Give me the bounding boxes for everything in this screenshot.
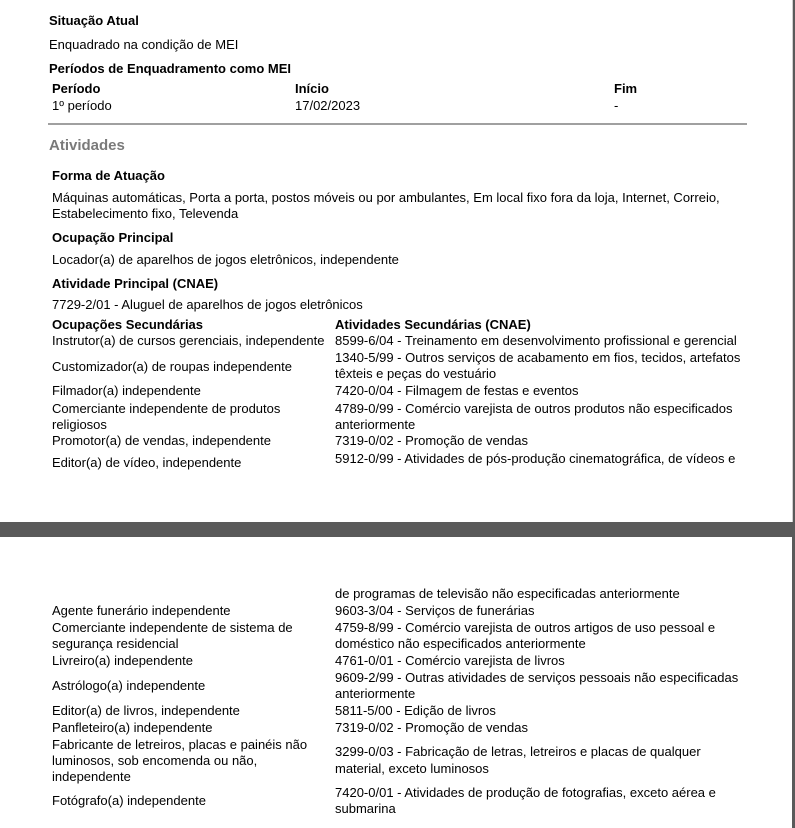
atividade-principal-value: 7729-2/01 - Aluguel de aparelhos de jogos eletrônicos <box>52 297 363 312</box>
atividade-secundaria: 7420-0/04 - Filmagem de festas e eventos <box>335 383 579 398</box>
atividade-secundaria: 9609-2/99 - Outras atividades de serviços pessoais não especificadas <box>335 670 739 685</box>
atividade-secundaria: 5912-0/99 - Atividades de pós-produção cinematográfica, de vídeos e <box>335 451 736 466</box>
inicio-cell: 17/02/2023 <box>295 98 361 113</box>
fim-column-header: Fim <box>614 81 638 96</box>
atividade-secundaria: 3299-0/03 - Fabricação de letras, letreiros e placas de qualquer <box>335 744 701 759</box>
atividade-secundaria: 4761-0/01 - Comércio varejista de livros <box>335 653 565 668</box>
atividade-secundaria-cont: submarina <box>335 801 396 816</box>
atividade-secundaria: 4789-0/99 - Comércio varejista de outros produtos não especificados <box>335 401 733 416</box>
ocupacoes-secundarias-header: Ocupações Secundárias <box>52 317 204 332</box>
document-page-2 <box>0 537 792 828</box>
ocupacao-secundaria: Agente funerário independente <box>52 603 231 618</box>
ocupacao-secundaria: Customizador(a) de roupas independente <box>52 359 292 374</box>
ocupacao-principal-value: Locador(a) de aparelhos de jogos eletrônicos, independente <box>52 252 399 267</box>
ocupacao-secundaria-cont: segurança residencial <box>52 636 179 651</box>
ocupacao-secundaria: Editor(a) de vídeo, independente <box>52 455 242 470</box>
atividade-secundaria: 4759-8/99 - Comércio varejista de outros artigos de uso pessoal e <box>335 620 716 635</box>
ocupacao-secundaria: Fabricante de letreiros, placas e painéis não <box>52 737 308 752</box>
fim-cell: - <box>614 98 619 113</box>
ocupacao-secundaria-cont: luminosos, sob encomenda ou não, <box>52 753 258 768</box>
ocupacao-secundaria: Comerciante independente de sistema de <box>52 620 293 635</box>
atividade-secundaria: 8599-6/04 - Treinamento em desenvolvimento profissional e gerencial <box>335 333 737 348</box>
ocupacao-secundaria: Fotógrafo(a) independente <box>52 793 206 808</box>
atividade-secundaria: 5811-5/00 - Edição de livros <box>335 703 496 718</box>
section-divider <box>48 123 747 125</box>
ocupacao-secundaria: Livreiro(a) independente <box>52 653 193 668</box>
periodo-column-header: Período <box>52 81 101 96</box>
ocupacao-secundaria: Astrólogo(a) independente <box>52 678 206 693</box>
ocupacao-secundaria: Editor(a) de livros, independente <box>52 703 240 718</box>
forma-atuacao-line-1: Máquinas automáticas, Porta a porta, postos móveis ou por ambulantes, Em local fixo fora da loja, Internet, Correio, <box>52 190 720 205</box>
inicio-column-header: Início <box>295 81 329 96</box>
situacao-value: Enquadrado na condição de MEI <box>49 37 239 52</box>
atividade-secundaria-cont: anteriormente <box>335 417 416 432</box>
ocupacao-principal-label: Ocupação Principal <box>52 230 174 245</box>
forma-atuacao-line-2: Estabelecimento fixo, Televenda <box>52 206 239 221</box>
ocupacao-secundaria: Instrutor(a) de cursos gerenciais, independente <box>52 333 325 348</box>
periodo-cell: 1º período <box>52 98 112 113</box>
atividade-secundaria: 7319-0/02 - Promoção de vendas <box>335 433 528 448</box>
atividades-heading: Atividades <box>49 137 125 154</box>
atividade-secundaria-cont: material, exceto luminosos <box>335 761 489 776</box>
atividade-secundaria-cont: anteriormente <box>335 686 416 701</box>
periodos-heading: Períodos de Enquadramento como MEI <box>49 61 291 76</box>
atividades-secundarias-header: Atividades Secundárias (CNAE) <box>335 317 531 332</box>
situacao-heading: Situação Atual <box>49 13 139 28</box>
atividade-secundaria-cont: doméstico não especificados anteriormente <box>335 636 586 651</box>
forma-atuacao-label: Forma de Atuação <box>52 168 165 183</box>
ocupacao-secundaria: Filmador(a) independente <box>52 383 201 398</box>
ocupacao-secundaria-cont: religiosos <box>52 417 107 432</box>
ocupacao-secundaria: Comerciante independente de produtos <box>52 401 281 416</box>
atividade-secundaria: 7420-0/01 - Atividades de produção de fotografias, exceto aérea e <box>335 785 716 800</box>
ocupacao-secundaria: Promotor(a) de vendas, independente <box>52 433 271 448</box>
atividade-secundaria: 9603-3/04 - Serviços de funerárias <box>335 603 535 618</box>
ocupacao-secundaria: Panfleteiro(a) independente <box>52 720 213 735</box>
atividade-secundaria-cont: de programas de televisão não especificadas anteriormente <box>335 586 680 601</box>
atividade-secundaria-cont: têxteis e peças do vestuário <box>335 366 497 381</box>
atividade-secundaria: 7319-0/02 - Promoção de vendas <box>335 720 528 735</box>
ocupacao-secundaria-cont: independente <box>52 769 131 784</box>
atividade-secundaria: 1340-5/99 - Outros serviços de acabamento em fios, tecidos, artefatos <box>335 350 741 365</box>
atividade-principal-label: Atividade Principal (CNAE) <box>52 276 219 291</box>
